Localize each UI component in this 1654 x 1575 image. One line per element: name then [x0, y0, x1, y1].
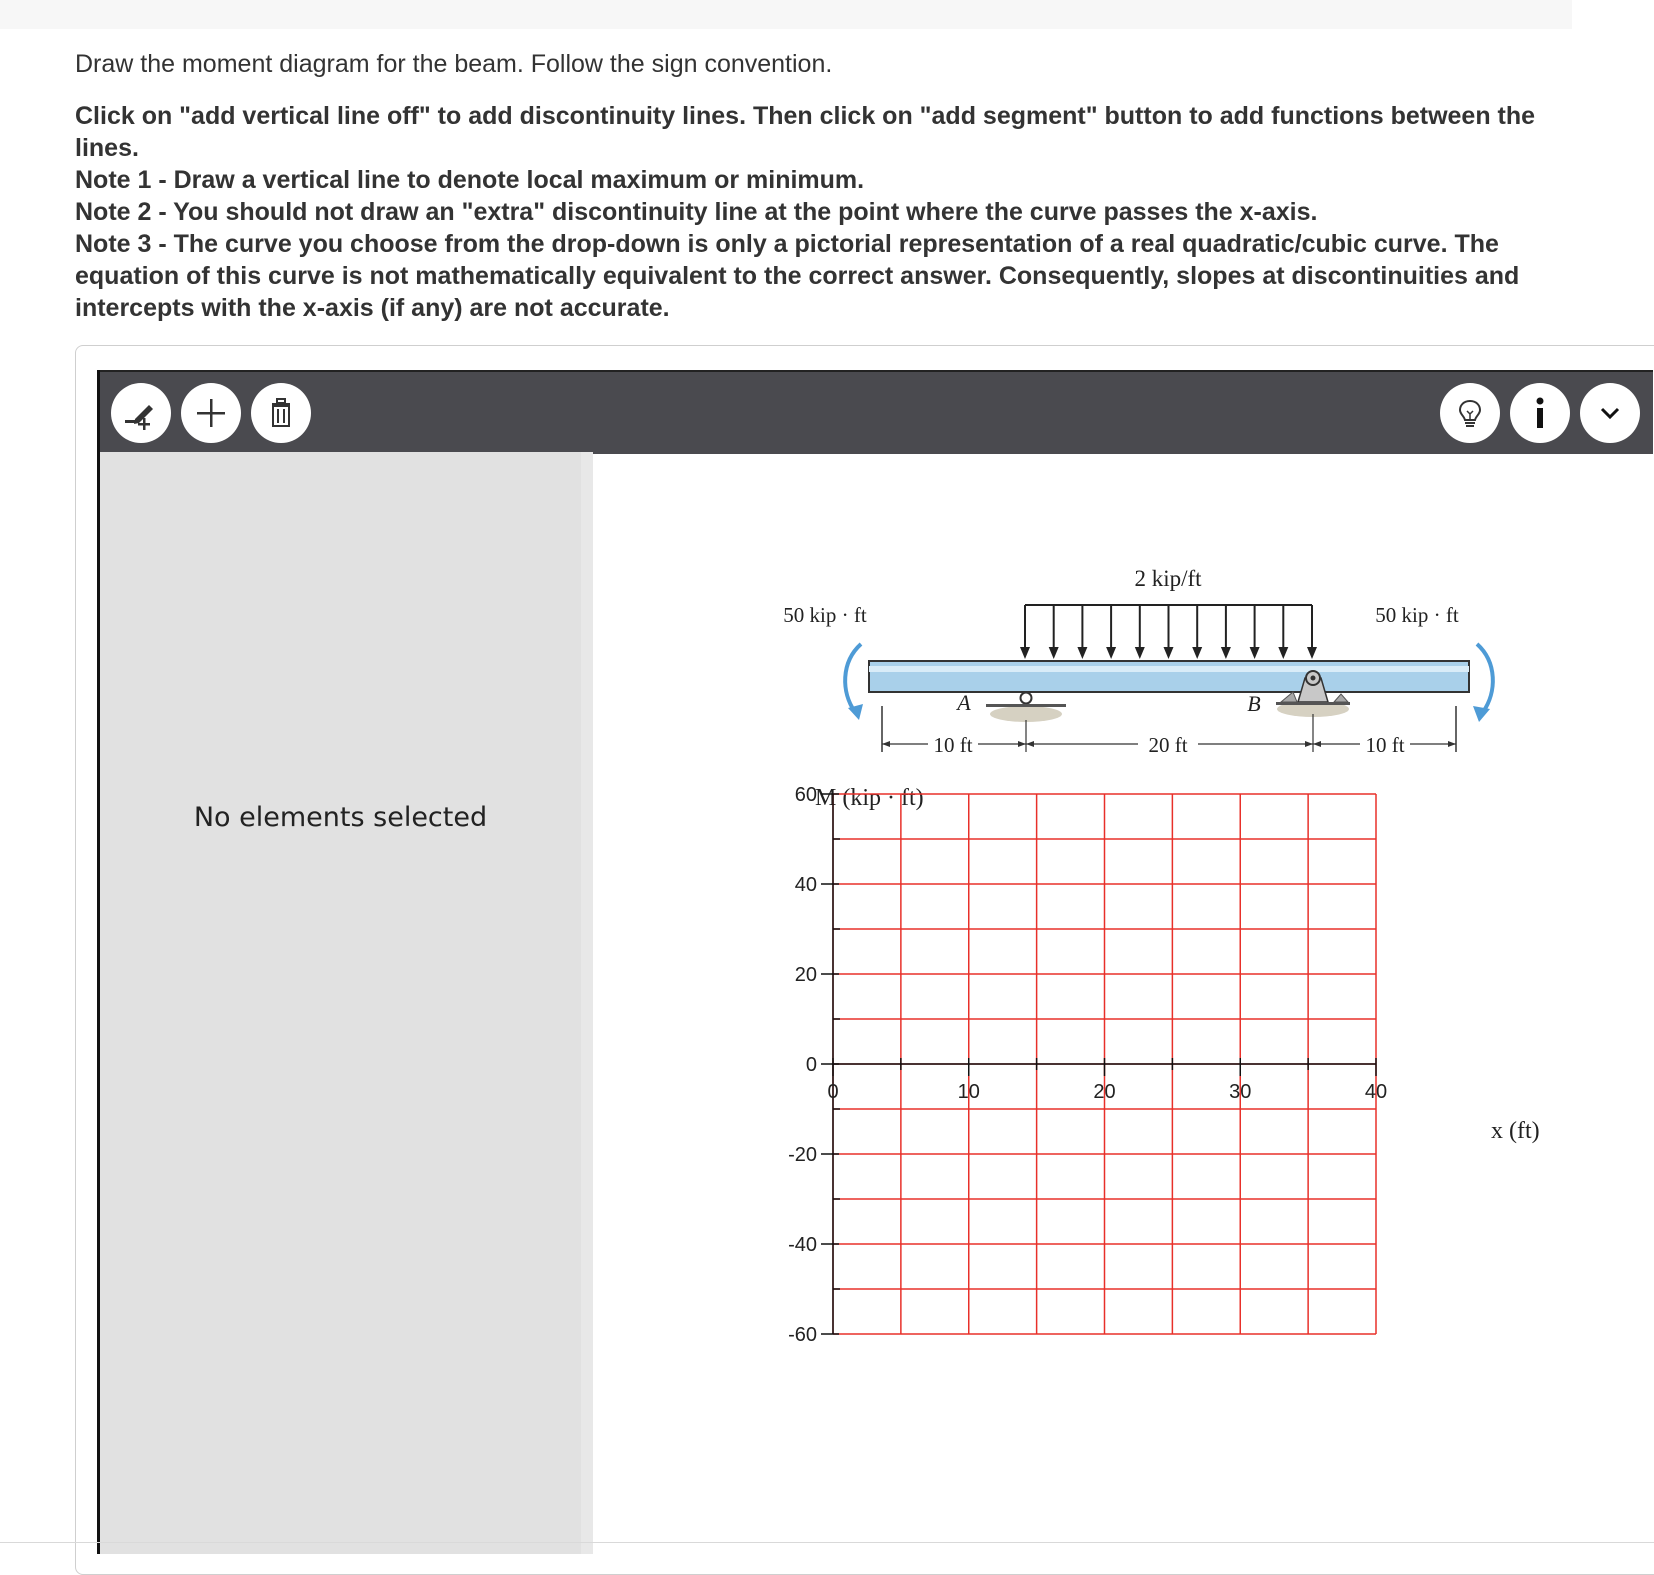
- dim-mid-label: 20 ft: [1148, 733, 1188, 757]
- add-vertical-line-icon: [121, 393, 161, 433]
- top-strip: [0, 0, 1572, 29]
- beam-and-moment-figure[interactable]: [593, 462, 1654, 1554]
- load-arrow-head: [1049, 647, 1059, 659]
- panel-divider[interactable]: [581, 452, 593, 1554]
- load-arrow-head: [1250, 647, 1260, 659]
- note-2: Note 2 - You should not draw an "extra" discontinuity line at the point where the curve passes the x-axis.: [75, 198, 1318, 226]
- no-selection-message: No elements selected: [193, 802, 488, 833]
- y-tick-label: 0: [805, 1054, 817, 1076]
- x-tick-label: 30: [1229, 1081, 1252, 1103]
- support-b-label: B: [1247, 691, 1261, 716]
- load-arrow-head: [1192, 647, 1202, 659]
- load-arrow-head: [1221, 647, 1231, 659]
- chevron-down-icon: [1590, 393, 1630, 433]
- load-arrow-head: [1278, 647, 1288, 659]
- y-tick-label: -40: [788, 1234, 817, 1256]
- x-axis-label: x (ft): [1491, 1118, 1540, 1144]
- toolbar: [99, 370, 1653, 454]
- info-icon: [1520, 393, 1560, 433]
- note-1: Note 1 - Draw a vertical line to denote local maximum or minimum.: [75, 166, 865, 194]
- chart-tick-labels: [788, 784, 1387, 1346]
- trash-icon: [261, 393, 301, 433]
- load-arrow-head: [1164, 647, 1174, 659]
- info-button[interactable]: [1510, 383, 1570, 443]
- load-label: 2 kip/ft: [1134, 566, 1202, 591]
- instruction-line: Click on "add vertical line off" to add discontinuity lines. Then click on "add segment" button to add functions between the lines.: [75, 102, 1536, 162]
- add-segment-button[interactable]: [181, 383, 241, 443]
- beam-figure: [783, 566, 1493, 757]
- load-arrow-head: [1135, 647, 1145, 659]
- collapse-button[interactable]: [1580, 383, 1640, 443]
- x-tick-label: 0: [827, 1081, 839, 1103]
- left-moment-label: 50 kip · ft: [783, 603, 867, 627]
- bottom-rule: [0, 1542, 1654, 1543]
- dim-right-label: 10 ft: [1365, 733, 1405, 757]
- question-intro: Draw the moment diagram for the beam. Follow the sign convention.: [75, 50, 833, 78]
- add-segment-icon: [191, 393, 231, 433]
- delete-button[interactable]: [251, 383, 311, 443]
- properties-panel: [100, 452, 581, 1554]
- add-vertical-line-button[interactable]: [111, 383, 171, 443]
- support-a: [986, 693, 1066, 723]
- y-tick-label: 20: [794, 964, 817, 986]
- load-arrow-head: [1106, 647, 1116, 659]
- distributed-load: [1020, 605, 1317, 659]
- left-moment-arrow: [845, 644, 861, 712]
- beam-highlight: [869, 666, 1469, 672]
- support-a-label: A: [957, 690, 971, 715]
- beam: [869, 661, 1469, 692]
- x-tick-label: 20: [1093, 1081, 1116, 1103]
- load-arrow-head: [1307, 647, 1317, 659]
- y-tick-label: -20: [788, 1144, 817, 1166]
- lightbulb-icon: [1450, 393, 1490, 433]
- right-moment-arrow: [1477, 644, 1493, 712]
- y-tick-label: 60: [794, 784, 817, 806]
- question-text: [75, 48, 1575, 324]
- hint-button[interactable]: [1440, 383, 1500, 443]
- y-tick-label: 40: [794, 874, 817, 896]
- y-axis-label: M (kip · ft): [815, 785, 924, 811]
- load-arrow-head: [1077, 647, 1087, 659]
- note-3: Note 3 - The curve you choose from the drop-down is only a pictorial representation of a real quadratic/cubic curve. The equation of this curve is not mathematically equivalent to the correct answer. Consequently, slopes at discontinuities and intercepts with the x-axis (if any) are not accurate.: [75, 230, 1520, 322]
- load-arrow-head: [1020, 647, 1030, 659]
- y-tick-label: -60: [788, 1324, 817, 1346]
- x-tick-label: 40: [1364, 1081, 1388, 1103]
- dim-left-label: 10 ft: [933, 733, 973, 757]
- right-moment-label: 50 kip · ft: [1375, 603, 1459, 627]
- drawing-canvas[interactable]: [593, 462, 1654, 1554]
- chart-axes: [821, 794, 1376, 1334]
- x-tick-label: 10: [957, 1081, 980, 1103]
